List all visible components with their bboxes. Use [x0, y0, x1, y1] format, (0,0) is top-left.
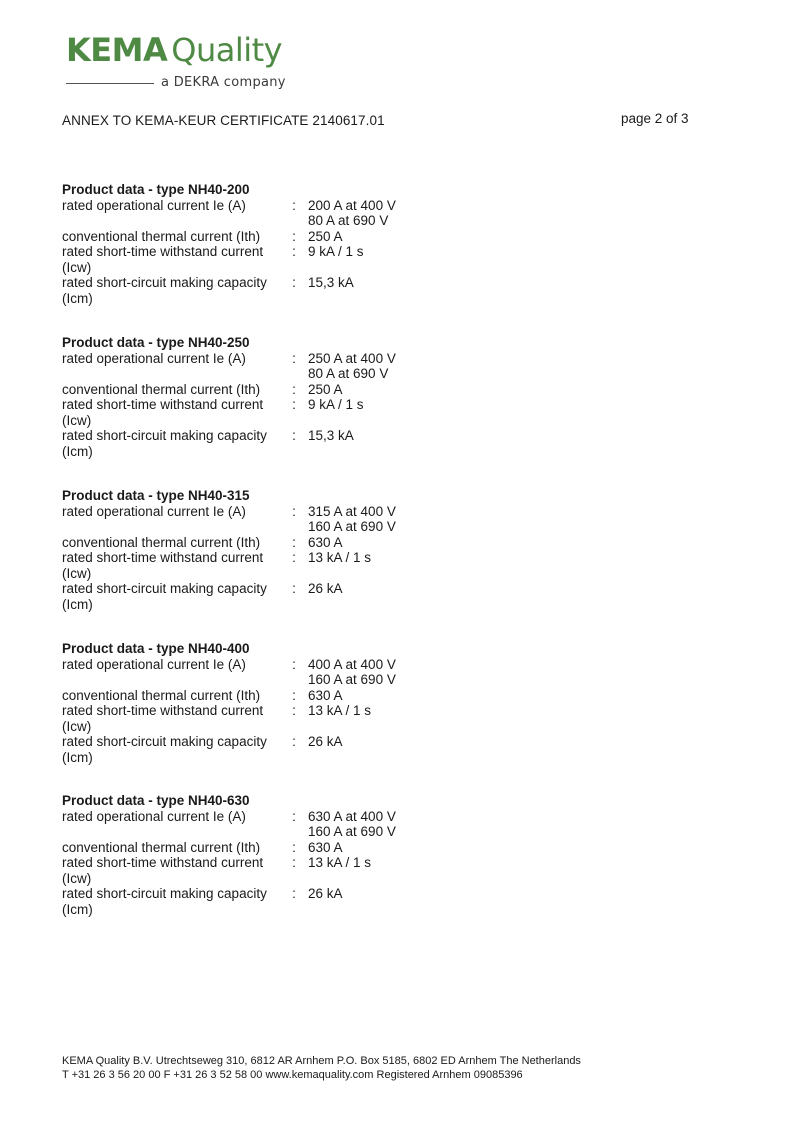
row-value: 160 A at 690 V: [308, 519, 396, 534]
logo-tagline: a DEKRA company: [161, 75, 286, 90]
row-value: 9 kA / 1 s: [308, 244, 364, 259]
row-label: rated operational current Ie (A): [62, 197, 246, 213]
row-values: [308, 550, 462, 581]
data-row: [62, 229, 462, 245]
section-title: Product data - type NH40-315: [62, 488, 250, 503]
logo-brand-light: Quality: [171, 31, 283, 69]
data-row: [62, 550, 462, 581]
row-label: rated operational current Ie (A): [62, 808, 246, 824]
data-row: [62, 397, 462, 428]
row-separator: :: [292, 503, 296, 519]
data-row: [62, 504, 462, 535]
data-row: [62, 886, 462, 917]
row-values: [308, 581, 462, 612]
row-value: 15,3 kA: [308, 275, 354, 290]
row-separator: :: [292, 244, 296, 259]
row-values: [308, 382, 462, 398]
row-values: [308, 703, 462, 734]
row-values: [308, 397, 462, 428]
data-row: [62, 535, 462, 551]
product-section-nh40-250: [62, 335, 462, 459]
data-row: [62, 703, 462, 734]
row-label: rated short-time withstand current (Icw): [62, 397, 264, 428]
row-label: rated short-time withstand current (Icw): [62, 855, 264, 886]
row-value: 250 A: [308, 228, 343, 244]
row-separator: :: [292, 855, 296, 870]
section-title: Product data - type NH40-400: [62, 641, 250, 656]
row-value: 9 kA / 1 s: [308, 397, 364, 412]
row-values: [308, 809, 462, 840]
product-section-nh40-400: [62, 641, 462, 765]
data-rows: [62, 809, 462, 918]
row-label: rated short-circuit making capacity (Icm): [62, 734, 267, 765]
row-values: [308, 855, 462, 886]
row-value: 250 A at 400 V: [308, 350, 396, 366]
row-label: rated short-time withstand current (Icw): [62, 703, 264, 734]
data-rows: [62, 504, 462, 613]
row-label: rated operational current Ie (A): [62, 503, 246, 519]
data-row: [62, 244, 462, 275]
data-row: [62, 275, 462, 306]
row-separator: :: [292, 350, 296, 366]
row-separator: :: [292, 550, 296, 565]
row-value: 400 A at 400 V: [308, 656, 396, 672]
row-label: rated short-circuit making capacity (Icm): [62, 581, 267, 612]
row-label: rated operational current Ie (A): [62, 350, 246, 366]
row-value: 13 kA / 1 s: [308, 855, 372, 870]
row-values: [308, 244, 462, 275]
row-label: rated short-circuit making capacity (Icm): [62, 886, 267, 917]
row-label: rated short-time withstand current (Icw): [62, 244, 264, 275]
data-row: [62, 855, 462, 886]
data-rows: [62, 198, 462, 307]
data-row: [62, 198, 462, 229]
section-title: Product data - type NH40-200: [62, 182, 250, 197]
page-number: page 2 of 3: [621, 111, 689, 126]
row-separator: :: [292, 734, 296, 749]
logo-wordmark: [66, 30, 282, 70]
row-separator: :: [292, 687, 296, 703]
row-label: rated short-circuit making capacity (Icm): [62, 428, 267, 459]
row-value: 160 A at 690 V: [308, 672, 396, 687]
row-separator: :: [292, 397, 296, 412]
data-row: [62, 657, 462, 688]
product-section-nh40-630: [62, 793, 462, 917]
data-row: [62, 581, 462, 612]
section-title: Product data - type NH40-630: [62, 793, 250, 808]
row-value: 630 A: [308, 534, 343, 550]
row-values: [308, 229, 462, 245]
data-row: [62, 351, 462, 382]
row-values: [308, 428, 462, 459]
data-rows: [62, 657, 462, 766]
row-separator: :: [292, 228, 296, 244]
row-values: [308, 535, 462, 551]
row-values: [308, 886, 462, 917]
row-values: [308, 688, 462, 704]
row-values: [308, 275, 462, 306]
data-row: [62, 688, 462, 704]
data-row: [62, 428, 462, 459]
product-section-nh40-315: [62, 488, 462, 612]
row-label: rated short-time withstand current (Icw): [62, 550, 264, 581]
row-values: [308, 840, 462, 856]
row-value: 13 kA / 1 s: [308, 550, 372, 565]
row-value: 630 A at 400 V: [308, 808, 396, 824]
row-value: 80 A at 690 V: [308, 366, 389, 381]
row-label: conventional thermal current (Ith): [62, 381, 261, 397]
product-section-nh40-200: [62, 182, 462, 306]
row-value: 160 A at 690 V: [308, 824, 396, 839]
row-label: rated short-circuit making capacity (Icm): [62, 275, 267, 306]
row-value: 15,3 kA: [308, 428, 354, 443]
row-value: 80 A at 690 V: [308, 213, 389, 228]
row-value: 26 kA: [308, 886, 343, 901]
row-label: conventional thermal current (Ith): [62, 534, 261, 550]
footer-contact: T +31 26 3 56 20 00 F +31 26 3 52 58 00 www.kemaquality.com Registered Arnhem 09085396: [62, 1069, 523, 1081]
row-value: 315 A at 400 V: [308, 503, 396, 519]
logo-brand-bold: KEMA: [66, 31, 168, 69]
row-label: conventional thermal current (Ith): [62, 687, 261, 703]
section-title: Product data - type NH40-250: [62, 335, 250, 350]
data-row: [62, 809, 462, 840]
row-values: [308, 198, 462, 229]
row-values: [308, 657, 462, 688]
row-value: 200 A at 400 V: [308, 197, 396, 213]
row-label: conventional thermal current (Ith): [62, 839, 261, 855]
row-values: [308, 734, 462, 765]
row-separator: :: [292, 703, 296, 718]
row-value: 13 kA / 1 s: [308, 703, 372, 718]
row-separator: :: [292, 381, 296, 397]
row-separator: :: [292, 839, 296, 855]
row-separator: :: [292, 581, 296, 596]
row-separator: :: [292, 808, 296, 824]
row-value: 26 kA: [308, 581, 343, 596]
data-row: [62, 840, 462, 856]
row-separator: :: [292, 197, 296, 213]
row-separator: :: [292, 886, 296, 901]
row-values: [308, 351, 462, 382]
footer-address: KEMA Quality B.V. Utrechtseweg 310, 6812 AR Arnhem P.O. Box 5185, 6802 ED Arnhem The Netherlands: [62, 1055, 581, 1067]
row-value: 26 kA: [308, 734, 343, 749]
kema-quality-logo: [66, 30, 296, 94]
annex-title: ANNEX TO KEMA-KEUR CERTIFICATE 2140617.01: [62, 113, 385, 128]
row-separator: :: [292, 275, 296, 290]
row-value: 250 A: [308, 381, 343, 397]
row-label: conventional thermal current (Ith): [62, 228, 261, 244]
row-value: 630 A: [308, 687, 343, 703]
row-label: rated operational current Ie (A): [62, 656, 246, 672]
row-separator: :: [292, 428, 296, 443]
row-values: [308, 504, 462, 535]
row-separator: :: [292, 534, 296, 550]
data-row: [62, 382, 462, 398]
footer: [62, 1054, 581, 1082]
row-separator: :: [292, 656, 296, 672]
logo-divider: [66, 83, 154, 84]
data-row: [62, 734, 462, 765]
data-rows: [62, 351, 462, 460]
row-value: 630 A: [308, 839, 343, 855]
